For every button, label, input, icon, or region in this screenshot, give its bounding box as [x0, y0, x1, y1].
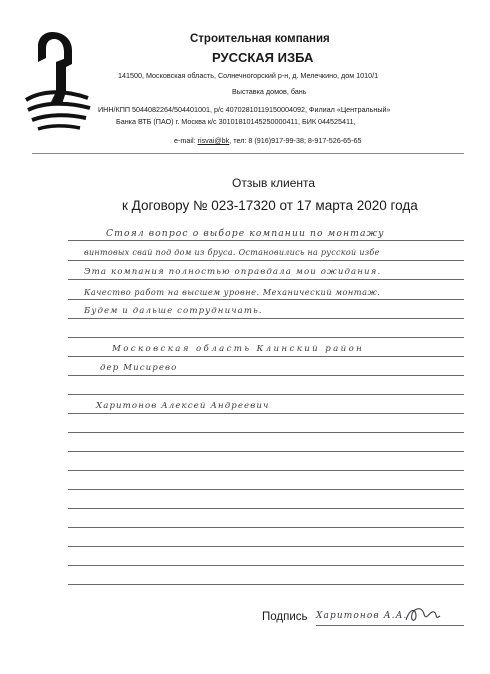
phone-line: , тел: 8 (916)917-99-38; 8-917-526-65-65 — [229, 136, 362, 145]
writing-line — [68, 375, 464, 376]
writing-line — [68, 470, 464, 471]
writing-line — [68, 394, 464, 395]
writing-line — [68, 565, 464, 566]
writing-line — [68, 240, 464, 241]
email-link[interactable]: risvai@bk — [197, 136, 230, 145]
handwritten-line: винтовых свай под дом из бруса. Остановились на русской избе — [84, 248, 380, 257]
company-address: 141500, Московская область, Солнечногорский р-н, д. Мелечкино, дом 1010/1 — [118, 71, 379, 80]
handwritten-line: Эта компания полностью оправдала мои ожидания. — [84, 267, 382, 277]
writing-line — [68, 413, 464, 414]
signature-line — [316, 625, 464, 626]
writing-line — [68, 356, 464, 357]
writing-line — [68, 260, 464, 261]
handwritten-line: Качество работ на высшем уровне. Механический монтаж. — [84, 287, 381, 297]
writing-line — [68, 279, 464, 280]
company-contacts — [174, 136, 361, 145]
email-label: e-mail: — [174, 136, 196, 145]
signature-scribble — [404, 604, 442, 626]
signature-label: Подпись — [262, 611, 308, 623]
handwritten-line: Московская область Клинский район — [112, 344, 365, 354]
handwritten-line: Стоял вопрос о выборе компании по монтажу — [106, 228, 385, 239]
company-activity: Выставка домов, бань — [232, 87, 307, 96]
company-brand: РУССКАЯ ИЗБА — [212, 50, 314, 65]
handwritten-line: Харитонов Алексей Андреевич — [96, 401, 270, 411]
writing-line — [68, 299, 464, 300]
writing-line — [68, 508, 464, 509]
writing-line — [68, 489, 464, 490]
header-divider — [32, 153, 464, 154]
company-bank: Банка ВТБ (ПАО) г. Москва к/с 30101810145250000411, БИК 044525411, — [116, 117, 356, 126]
writing-line — [68, 451, 464, 452]
handwritten-line: Будем и дальше сотрудничать. — [84, 306, 263, 316]
writing-line — [68, 337, 464, 338]
company-logo — [22, 28, 94, 138]
company-requisites: ИНН/КПП 5044082264/504401001, р/с 40702810119150004092, Филиал «Центральный» — [98, 105, 391, 114]
page-title: Отзыв клиента — [232, 176, 316, 190]
writing-line — [68, 318, 464, 319]
signature-value: Харитонов А.А. — [316, 611, 408, 621]
writing-line — [68, 432, 464, 433]
company-name: Строительная компания — [190, 33, 330, 45]
contract-reference: к Договору № 023-17320 от 17 марта 2020 года — [122, 198, 418, 213]
writing-line — [68, 546, 464, 547]
handwritten-line: дер Мисирево — [100, 363, 178, 373]
writing-line — [68, 527, 464, 528]
writing-line — [68, 584, 464, 585]
